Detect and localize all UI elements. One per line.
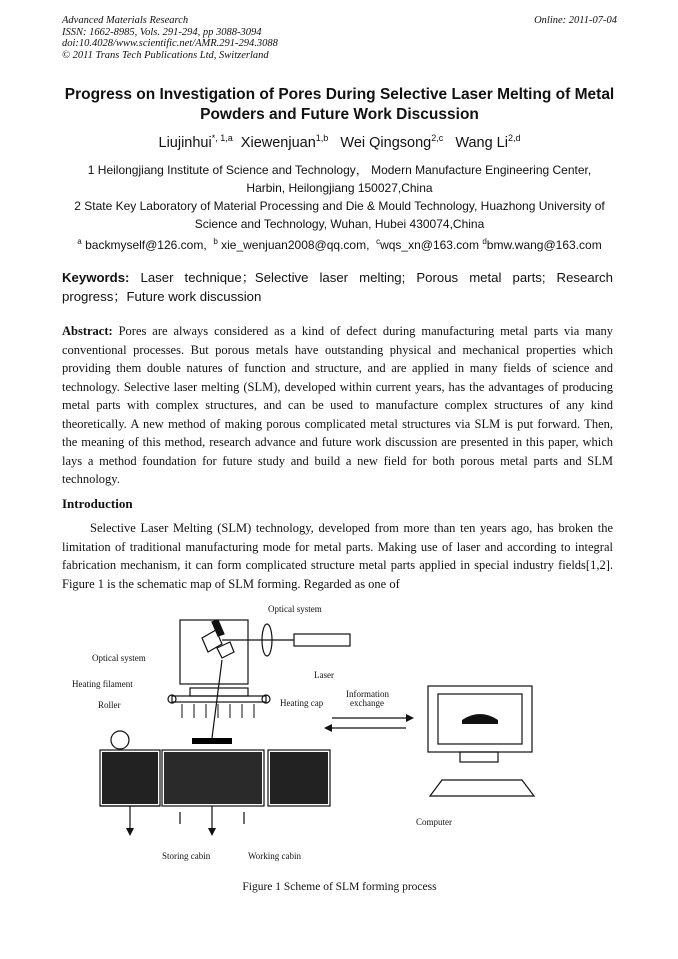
label-heating-cap: Heating cap: [280, 698, 324, 708]
part: [192, 738, 232, 744]
affiliation-1: [62, 161, 617, 197]
laser-beam: [212, 660, 222, 738]
label-info-exchange: exchange: [350, 698, 384, 708]
roller: [111, 731, 129, 749]
affiliation-line: 1 Heilongjiang Institute of Science and Technology， Modern Manufacture Engineering Center,: [87, 163, 592, 177]
label-storing-cabin: Storing cabin: [162, 851, 211, 861]
author-name: Wang Li: [455, 134, 508, 151]
label-heating-filament: Heating filament: [72, 679, 133, 689]
label-laser: Laser: [314, 670, 334, 680]
paper-title: Progress on Investigation of Pores During Selective Laser Melting of Metal Powders and Future Work Discussion: [64, 86, 615, 123]
email-sup: a: [77, 237, 82, 246]
label-info-exchange: Information: [346, 689, 389, 699]
author-name: Xiewenjuan: [240, 134, 316, 151]
email-list: [62, 233, 617, 254]
heating-cap: [172, 696, 266, 702]
screen-part: [462, 714, 498, 724]
label-roller: Roller: [98, 700, 121, 710]
affiliation-line: Science and Technology, Wuhan, Hubei 430074,China: [194, 217, 485, 231]
email-address[interactable]: bmw.wang@163.com: [486, 238, 602, 252]
powder-overflow: [270, 752, 328, 804]
abstract: [62, 322, 613, 489]
affiliation-2: [62, 197, 617, 233]
email-sup: c: [376, 237, 381, 246]
author-name: Liujinhui: [158, 134, 212, 151]
optical-system-box: [180, 620, 248, 684]
keywords: [62, 268, 613, 306]
journal-copyright: © 2011 Trans Tech Publications Ltd, Switzerland: [62, 49, 269, 61]
author-sup: 2,c: [431, 133, 444, 143]
figure-1: [62, 600, 617, 872]
powder-storing: [102, 752, 158, 804]
author-name: Wei Qingsong: [340, 134, 432, 151]
arrow-head: [324, 724, 332, 732]
email-sup: d: [482, 237, 487, 246]
email-sup: b: [213, 237, 218, 246]
online-date: Online: 2011-07-04: [534, 15, 617, 26]
author-sup: *, 1,a: [211, 133, 233, 143]
figure-caption: Figure 1 Scheme of SLM forming process: [242, 881, 437, 893]
abstract-text: Pores are always considered as a kind of defect during manufacturing metal parts via many conventional processes. But porous metals have outstanding physical and mechanical properties which providing them double natures of function and structure, and are applied in many fields of science and technology. Selective laser melting (SLM), developed within current years, has the advantages of producing metal parts with complex structures, and can be used to manufacture complex structures of any kind theoretically. A new method of making porous complicated metal structures via SLM is put forward. Then, the meaning of this method, research advance and future work discussion are presented in this paper, which lays a method foundation for future study and build a new field for both porous metal parts and SLM technology.: [62, 324, 614, 486]
label-optical-system-left: Optical system: [92, 653, 146, 663]
journal-doi: doi:10.4028/www.scientific.net/AMR.291-294.3088: [62, 38, 278, 49]
computer-keyboard: [430, 780, 534, 796]
introduction-paragraph: Selective Laser Melting (SLM) technology, developed from more than ten years ago, has broken the limitation of traditional manufacturing mode for metal parts. Making use of laser and according to integral fabrication mechanism, it can form complicated structure metal parts applied in special industry fields[1,2]. Figure 1 is the schematic map of SLM forming. Regarded as one of: [62, 521, 613, 591]
abstract-label: Abstract:: [62, 324, 113, 338]
affiliation-line: Harbin, Heilongjiang 150027,China: [246, 181, 433, 195]
author-sup: 1,b: [315, 133, 329, 143]
affiliation-line: 2 State Key Laboratory of Material Processing and Die & Mould Technology, Huazhong University of: [74, 199, 605, 213]
section-heading-introduction: Introduction: [62, 496, 133, 511]
computer-stand: [460, 752, 498, 762]
label-optical-system-top: Optical system: [268, 604, 322, 614]
heating-filament: [190, 688, 248, 696]
author-list: [62, 133, 617, 151]
powder-working: [164, 752, 262, 804]
journal-header: [62, 15, 617, 61]
laser-source: [294, 634, 350, 646]
label-working-cabin: Working cabin: [248, 851, 302, 861]
email-address[interactable]: backmyself@126.com,: [85, 238, 207, 252]
email-address[interactable]: xie_wenjuan2008@qq.com,: [221, 238, 370, 252]
keywords-text: Laser technique；Selective laser melting; Porous metal parts; Research progress；Future work discussion: [62, 270, 613, 304]
arrow-head: [208, 828, 216, 836]
arrow-head: [126, 828, 134, 836]
slm-schematic: [62, 600, 617, 872]
email-address[interactable]: wqs_xn@163.com: [380, 238, 479, 252]
arrow-head: [406, 714, 414, 722]
journal-issn: ISSN: 1662-8985, Vols. 291-294, pp 3088-3094: [62, 26, 262, 38]
keywords-label: Keywords:: [62, 270, 130, 285]
label-computer: Computer: [416, 817, 452, 827]
author-sup: 2,d: [507, 133, 521, 143]
journal-name: Advanced Materials Research: [62, 15, 189, 26]
